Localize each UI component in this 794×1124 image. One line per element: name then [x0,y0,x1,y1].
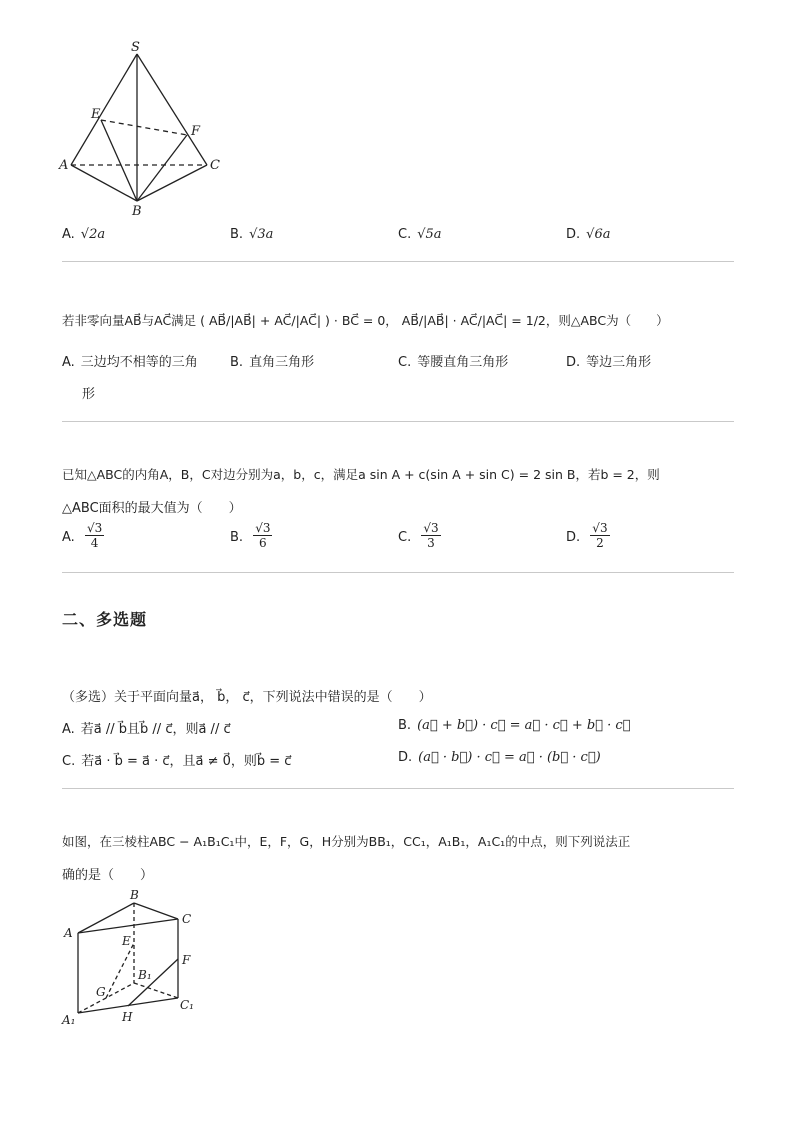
divider [62,572,734,573]
segment-eb [101,120,137,201]
edge-ab [71,165,137,201]
option-text: √6a [586,227,611,242]
edge-ac [78,919,178,933]
option-text: 直角三角形 [249,355,315,370]
option-text: 等边三角形 [586,355,652,370]
option-a-continued: 形 [82,387,96,402]
question-stem-line2: 确的是（ ） [62,868,154,883]
label-c1: C₁ [180,998,194,1012]
option-c[interactable] [62,750,291,769]
label-c: C [182,912,192,926]
option-a[interactable] [62,521,104,550]
fraction-denominator: 3 [427,536,435,550]
fraction-numerator: √3 [592,521,608,535]
fraction-denominator: 2 [596,536,604,550]
option-text: 三边均不相等的三角 [80,355,198,370]
option-label: C. [398,227,412,242]
fraction [253,521,272,550]
option-label: B. [398,718,412,733]
label-c: C [210,158,220,173]
label-e: E [122,934,131,948]
option-text: √2a [80,227,106,242]
question-stem-line2: △ABC面积的最大值为（ ） [62,501,242,516]
option-label: C. [398,355,412,370]
fraction [85,521,104,550]
option-text: (a⃗ · b⃗) · c⃗ = a⃗ · (b⃗ · c⃗) [418,750,601,765]
option-d[interactable] [566,351,651,370]
option-text: 等腰直角三角形 [417,355,509,370]
option-label: B. [230,530,244,545]
fraction [590,521,609,550]
option-c[interactable] [398,521,441,550]
question-stem: （多选）关于平面向量a⃗， b⃗， c⃗，下列说法中错误的是（ ） [62,690,432,705]
edge-bc [134,903,178,919]
segment-fb [137,135,187,201]
label-a1: A₁ [62,1013,76,1027]
label-b: B [132,204,142,218]
fraction-numerator: √3 [423,521,439,535]
divider [62,261,734,262]
label-s: S [131,40,140,55]
option-d[interactable] [398,750,601,765]
label-h: H [122,1010,133,1024]
fraction-numerator: √3 [86,521,103,535]
question-stem-line1: 已知△ABC的内角A，B，C对边分别为a，b，c，满足a sin A + c(sin A + sin C) = 2 sin B，若b = 2，则 [62,467,660,482]
option-text: √5a [417,227,442,242]
prism-figure [58,885,208,1030]
label-a: A [64,926,73,940]
option-a[interactable] [62,718,231,737]
option-label: D. [566,227,581,242]
edge-bc [137,165,207,201]
label-b: B [130,888,139,902]
option-text: (a⃗ + b⃗) · c⃗ = a⃗ · c⃗ + b⃗ · c⃗ [417,718,631,733]
option-c[interactable] [398,227,442,242]
option-text: 若a⃗ · b⃗ = a⃗ · c⃗，且a⃗ ≠ 0⃗，则b⃗ = c⃗ [81,754,292,769]
edge-b1c1-dashed [134,983,178,998]
label-f: F [182,953,191,967]
edge-sc [137,54,207,165]
question-stem-line1: 如图，在三棱柱ABC − A₁B₁C₁中，E，F，G，H分别为BB₁，CC₁，A₁B₁，A₁C₁的中点，则下列说法正 [62,834,631,849]
label-a: A [59,158,69,173]
fraction [421,521,440,550]
pyramid-figure [55,38,230,218]
option-d[interactable] [566,521,610,550]
option-c[interactable] [398,351,508,370]
option-label: A. [62,530,75,545]
option-text: √3a [249,227,274,242]
option-text: 若a⃗ // b⃗且b⃗ // c⃗，则a⃗ // c⃗ [80,722,231,737]
option-label: D. [566,355,581,370]
label-g: G [96,985,106,999]
divider [62,421,734,422]
option-label: B. [230,355,244,370]
label-b1: B₁ [138,968,152,982]
option-b[interactable] [230,521,272,550]
option-label: C. [398,530,412,545]
option-label: A. [62,227,75,242]
fraction-denominator: 4 [90,536,99,550]
segment-ef-dashed [101,120,187,135]
option-b[interactable] [230,351,314,370]
fraction-numerator: √3 [255,521,271,535]
option-label: D. [566,530,581,545]
option-b[interactable] [398,718,630,733]
option-d[interactable] [566,227,610,242]
divider [62,788,734,789]
fraction-denominator: 6 [259,536,267,550]
option-a[interactable] [62,227,105,242]
label-e: E [91,107,101,122]
option-a[interactable] [62,351,198,370]
section-heading: 二、多选题 [62,610,148,629]
edge-sa [71,54,137,165]
option-label: D. [398,750,413,765]
label-f: F [191,124,201,139]
option-label: A. [62,355,75,370]
option-b[interactable] [230,227,273,242]
option-label: B. [230,227,244,242]
segment-ge-dashed [106,943,134,998]
option-label: A. [62,722,75,737]
question-stem: 若非零向量AB⃗与AC⃗满足 ( AB⃗/|AB⃗| + AC⃗/|AC⃗| ) · BC⃗ = 0， AB⃗/|AB⃗| · AC⃗/|AC⃗| = 1/2，则△ABC为（ ） [62,313,669,328]
option-label: C. [62,754,76,769]
